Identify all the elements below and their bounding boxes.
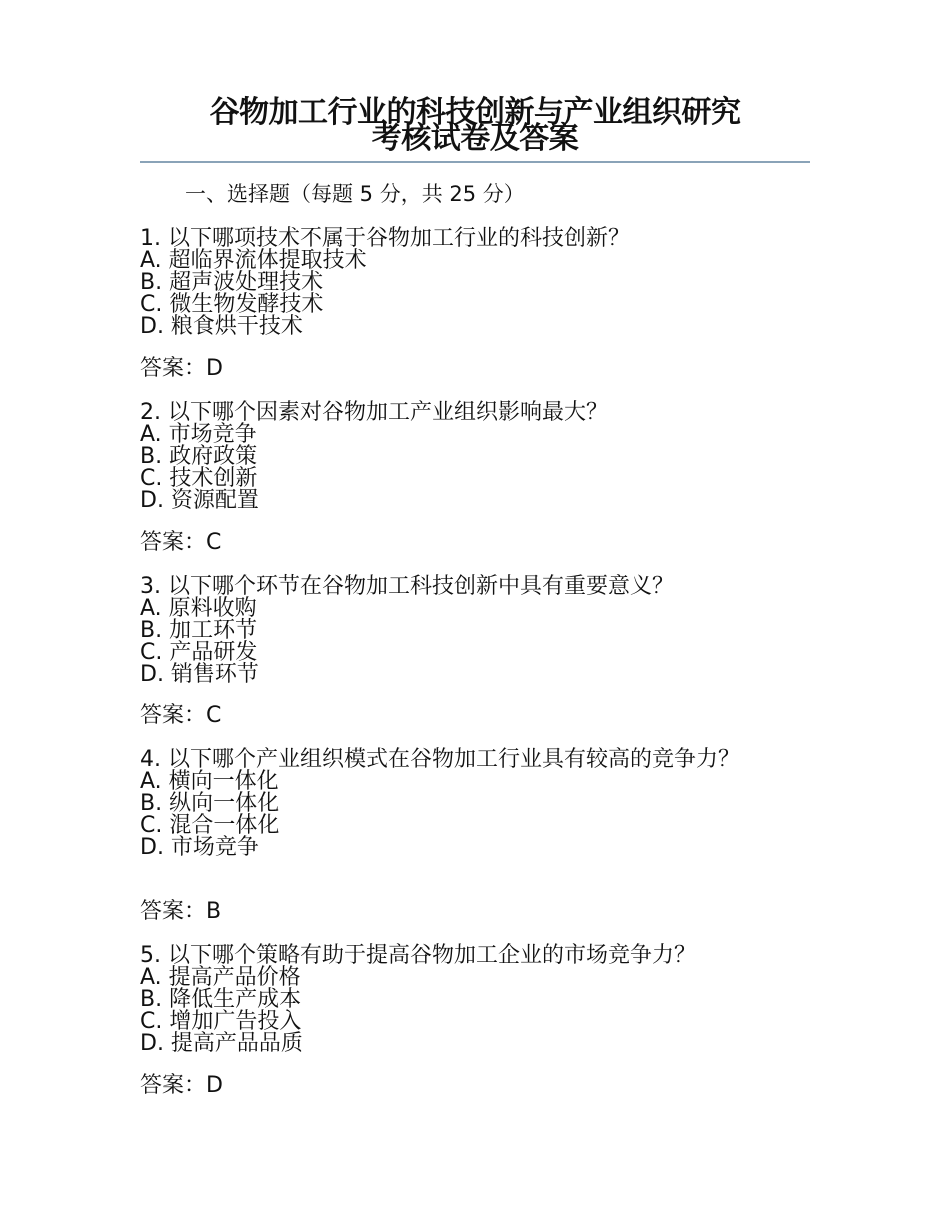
option-a: A. 市场竞争 [140, 422, 257, 447]
question-text: 1. 以下哪项技术不属于谷物加工行业的科技创新？ [140, 226, 630, 251]
option-a: A. 提高产品价格 [140, 965, 301, 990]
option-d: D. 粮食烘干技术 [140, 314, 303, 339]
option-c: C. 增加广告投入 [140, 1009, 302, 1034]
question-text: 3. 以下哪个环节在谷物加工科技创新中具有重要意义？ [140, 574, 674, 599]
question-4 [140, 748, 780, 859]
option-b: B. 政府政策 [140, 444, 258, 469]
answer-4: 答案：B [140, 899, 222, 924]
option-b: B. 加工环节 [140, 618, 258, 643]
question-2 [140, 401, 780, 512]
option-c: C. 微生物发酵技术 [140, 292, 324, 317]
option-d: D. 市场竞争 [140, 835, 259, 860]
question-text: 4. 以下哪个产业组织模式在谷物加工行业具有较高的竞争力？ [140, 747, 740, 772]
answer-5: 答案：D [140, 1073, 223, 1098]
option-a: A. 超临界流体提取技术 [140, 248, 367, 273]
answer-3: 答案：C [140, 703, 222, 728]
option-b: B. 超声波处理技术 [140, 270, 324, 295]
question-1 [140, 227, 780, 338]
answer-2: 答案：C [140, 530, 222, 555]
option-c: C. 产品研发 [140, 640, 258, 665]
option-d: D. 资源配置 [140, 488, 259, 513]
title-line-1: 谷物加工行业的科技创新与产业组织研究 [209, 95, 741, 130]
question-3 [140, 575, 780, 686]
option-c: C. 技术创新 [140, 466, 258, 491]
option-b: B. 纵向一体化 [140, 791, 280, 816]
option-a: A. 横向一体化 [140, 769, 279, 794]
option-b: B. 降低生产成本 [140, 987, 302, 1012]
answer-1: 答案：D [140, 356, 223, 381]
option-d: D. 提高产品品质 [140, 1031, 303, 1056]
option-a: A. 原料收购 [140, 596, 257, 621]
document-title [140, 96, 810, 156]
option-c: C. 混合一体化 [140, 813, 280, 838]
section-heading: 一、选择题（每题 5 分，共 25 分） [185, 182, 525, 206]
option-d: D. 销售环节 [140, 662, 259, 687]
question-text: 5. 以下哪个策略有助于提高谷物加工企业的市场竞争力？ [140, 943, 696, 968]
title-line-2: 考核试卷及答案 [371, 121, 579, 156]
question-5 [140, 944, 780, 1055]
title-underline [140, 161, 810, 163]
question-text: 2. 以下哪个因素对谷物加工产业组织影响最大？ [140, 400, 608, 425]
